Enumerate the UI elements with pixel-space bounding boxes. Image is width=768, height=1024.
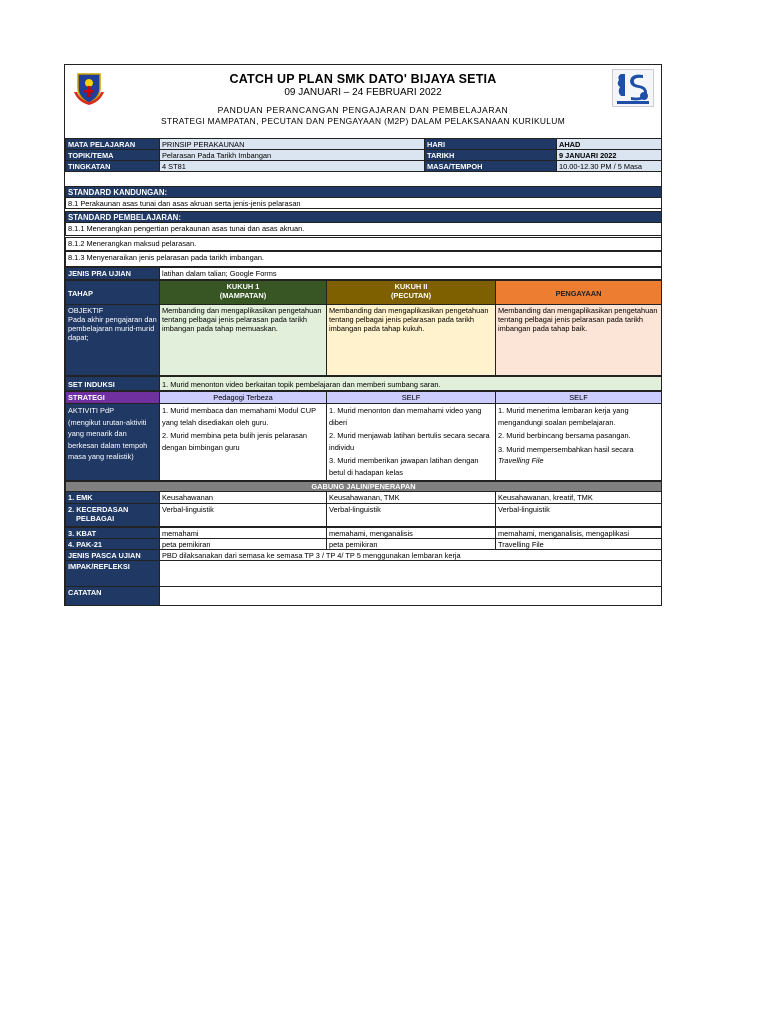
emk-kukuh2: Keusahawanan, TMK	[326, 491, 496, 504]
plan-subtitle: PANDUAN PERANCANGAN PENGAJARAN DAN PEMBELAJARAN	[217, 105, 509, 115]
travelling-file-term: Travelling File	[498, 456, 544, 465]
plan-date-range: 09 JANUARI – 24 FEBRUARI 2022	[284, 87, 442, 98]
info-value-day: AHAD	[556, 138, 662, 150]
objective-enrichment: Membanding dan mengaplikasikan pengetahuan tentang pelbagai jenis pelarasan pada tarikh imbangan pada tahap baik.	[495, 304, 662, 376]
pak21-label: 4. PAK-21	[65, 538, 160, 550]
integration-header: GABUNG JALIN/PENERAPAN	[65, 481, 662, 492]
level-kukuh2-subtitle: (PECUTAN)	[390, 291, 432, 300]
notes-value[interactable]	[159, 586, 662, 606]
activity-description: (mengikut urutan-aktiviti yang menarik dan berkesan dalam tempoh masa yang realistik)	[68, 417, 148, 461]
activity-step	[498, 444, 659, 467]
learning-standard-item: 8.1.2 Menerangkan maksud pelarasan.	[65, 237, 662, 251]
intelligence-label-line1: 2. KECERDASAN	[68, 505, 129, 514]
pak21-kukuh1: peta pemikiran	[159, 538, 327, 550]
activity-kukuh1	[159, 403, 327, 481]
activity-step: 2. Murid berbincang bersama pasangan.	[498, 431, 631, 440]
notes-label: CATATAN	[65, 586, 160, 606]
kbat-label: 3. KBAT	[65, 527, 160, 539]
objective-title: OBJEKTIF	[68, 306, 104, 315]
activity-enrichment	[495, 403, 662, 481]
objective-kukuh1: Membanding dan mengaplikasikan pengetahuan tentang pelbagai jenis pelarasan pada tarikh imbangan pada tahap memuaskan.	[159, 304, 327, 376]
info-value-form: 4 ST81	[159, 160, 428, 172]
activity-step: 2. Murid menjawab latihan bertulis secara secara individu	[329, 431, 490, 452]
activity-step-text: 3. Murid mempersembahkan hasil secara	[498, 444, 634, 454]
level-enrichment-header: PENGAYAAN	[495, 280, 662, 305]
activity-kukuh2	[326, 403, 496, 481]
info-label-subject: MATA PELAJARAN	[65, 138, 160, 150]
pak21-kukuh2: peta pemikiran	[326, 538, 496, 550]
info-label-date: TARIKH	[424, 149, 557, 161]
activity-step: 1. Murid menerima lembaran kerja yang mengandungi soalan pembelajaran.	[498, 406, 629, 427]
emk-kukuh1: Keusahawanan	[159, 491, 327, 504]
activity-step: 3. Murid memberikan jawapan latihan dengan betul di hadapan kelas	[329, 456, 479, 477]
impact-value[interactable]	[159, 560, 662, 587]
posttest-value: PBD dilaksanakan dari semasa ke semasa TP 3 / TP 4/ TP 5 menggunakan lembaran kerja	[159, 549, 662, 561]
intelligence-label-line2: PELBAGAI	[76, 514, 115, 523]
level-kukuh1-subtitle: (MAMPATAN)	[219, 291, 267, 300]
kbat-kukuh2: memahami, menganalisis	[326, 527, 496, 539]
kbat-enrichment: memahami, menganalisis, mengaplikasi	[495, 527, 662, 539]
induction-value: 1. Murid menonton video berkaitan topik pembelajaran dan memberi sumbang saran.	[159, 376, 662, 391]
activity-step: 1. Murid menonton dan memahami video yang diberi	[329, 406, 482, 427]
learning-standard-item: 8.1.1 Menerangkan pengertian perakaunan asas tunai dan asas akruan.	[65, 222, 662, 236]
level-label: TAHAP	[65, 280, 160, 305]
info-label-duration: MASA/TEMPOH	[424, 160, 557, 172]
plan-strategy-subtitle: STRATEGI MAMPATAN, PECUTAN DAN PENGAYAAN (M2P) DALAM PELAKSANAAN KURIKULUM	[160, 116, 566, 126]
lesson-plan-sheet	[64, 64, 662, 606]
level-kukuh1-header	[159, 280, 327, 305]
posttest-label: JENIS PASCA UJIAN	[65, 549, 160, 561]
objective-label	[65, 304, 160, 376]
info-label-form: TINGKATAN	[65, 160, 160, 172]
info-value-topic: Pelarasan Pada Tarikh Imbangan	[159, 149, 428, 161]
info-value-date: 9 JANUARI 2022	[556, 149, 662, 161]
intelligence-kukuh2: Verbal-linguistik	[326, 503, 496, 527]
level-kukuh2-header	[326, 280, 496, 305]
standard-content-header: STANDARD KANDUNGAN:	[65, 186, 662, 198]
intelligence-label	[65, 503, 160, 527]
plan-title: CATCH UP PLAN SMK DATO' BIJAYA SETIA	[229, 72, 497, 86]
strategy-kukuh1: Pedagogi Terbeza	[159, 391, 327, 404]
strategy-kukuh2: SELF	[326, 391, 496, 404]
pretest-label: JENIS PRA UJIAN	[65, 267, 160, 280]
info-label-topic: TOPIK/TEMA	[65, 149, 160, 161]
level-kukuh2-title: KUKUH II	[394, 282, 428, 291]
emk-label: 1. EMK	[65, 491, 160, 504]
emk-enrichment: Keusahawanan, kreatif, TMK	[495, 491, 662, 504]
induction-label: SET INDUKSI	[65, 376, 160, 391]
pretest-value: latihan dalam talian; Google Forms	[159, 267, 662, 280]
info-label-day: HARI	[424, 138, 557, 150]
intelligence-enrichment: Verbal-linguistik	[495, 503, 662, 527]
impact-label: IMPAK/REFLEKSI	[65, 560, 160, 587]
pak21-enrichment: Travelling File	[495, 538, 662, 550]
info-value-duration: 10.00-12.30 PM / 5 Masa	[556, 160, 662, 172]
objective-kukuh2: Membanding dan mengaplikasikan pengetahuan tentang pelbagai jenis pelarasan pada tarikh imbangan pada tahap kukuh.	[326, 304, 496, 376]
activity-title: AKTIVITI PdP	[68, 406, 115, 415]
activity-step: 2. Murid membina peta bulih jenis pelarasan dengan bimbingan guru	[162, 431, 308, 452]
intelligence-kukuh1: Verbal-linguistik	[159, 503, 327, 527]
info-value-subject: PRINSIP PERAKAUNAN	[159, 138, 428, 150]
standard-content-value: 8.1 Perakaunan asas tunai dan asas akruan serta jenis-jenis pelarasan	[65, 197, 662, 209]
activity-step: 1. Murid membaca dan memahami Modul CUP yang telah disediakan oleh guru.	[162, 406, 316, 427]
kbat-kukuh1: memahami	[159, 527, 327, 539]
strategy-enrichment: SELF	[495, 391, 662, 404]
activity-label	[65, 403, 160, 481]
learning-standard-item: 8.1.3 Menyenaraikan jenis pelarasan pada tarikh imbangan.	[65, 251, 662, 267]
strategy-label: STRATEGI	[65, 391, 160, 404]
level-kukuh1-title: KUKUH 1	[226, 282, 260, 291]
objective-description: Pada akhir pengajaran dan pembelajaran murid-murid dapat;	[68, 315, 157, 342]
learning-standard-header: STANDARD PEMBELAJARAN:	[65, 211, 662, 223]
